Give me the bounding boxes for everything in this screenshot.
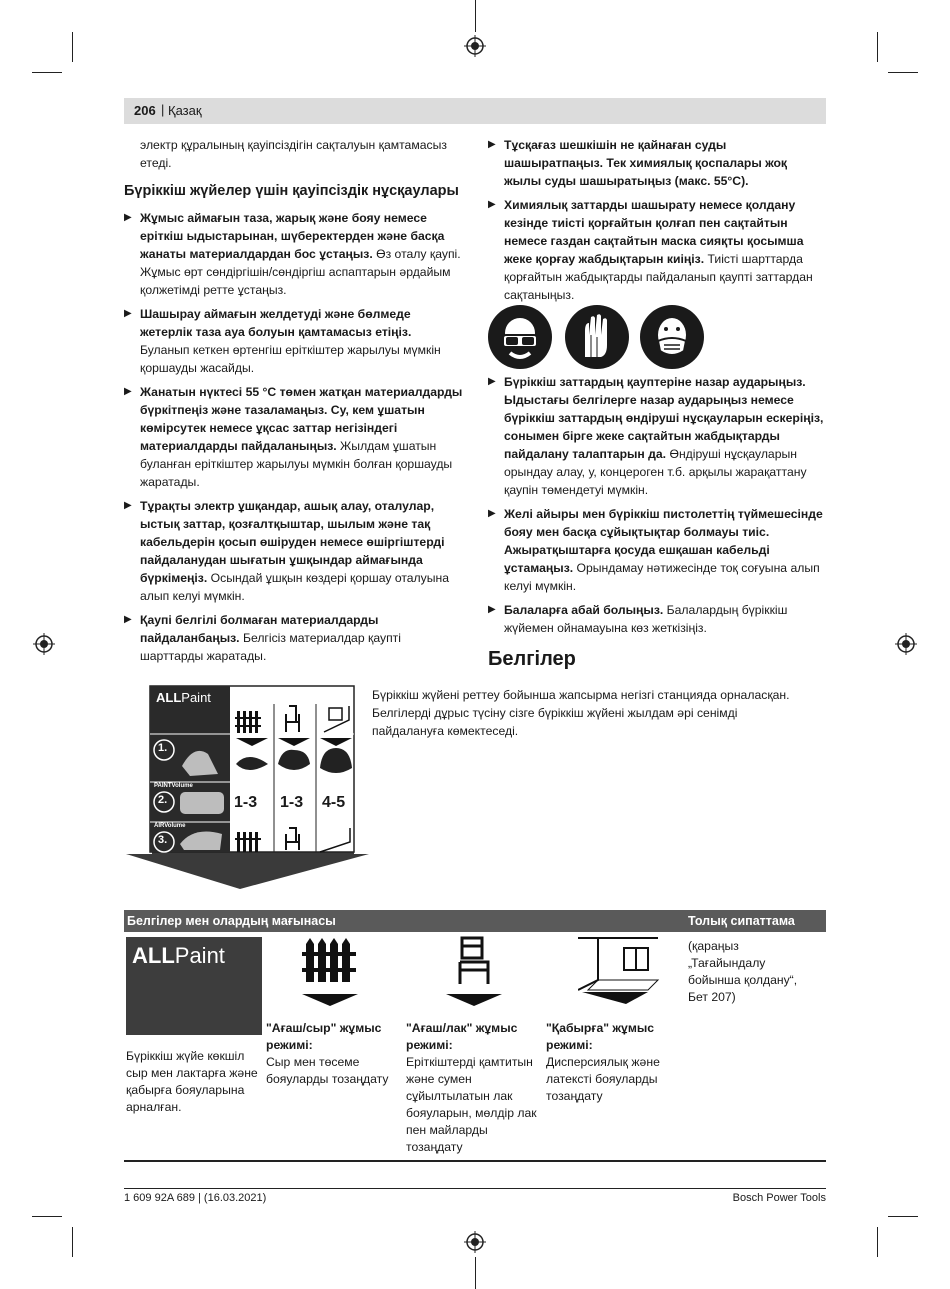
bullet-bold: Шашырау аймағын желдетуді және бөлмеде жетерлік таза ауа болуын қамтамасыз етіңіз. [140, 307, 412, 339]
mode-description: Дисперсиялық және латексті бояуларды тозаңдату [546, 1055, 660, 1103]
bullet-bold: Балаларға абай болыңыз. [504, 603, 664, 617]
bullet-bold: Бүріккіш заттардың қауптеріне назар аударыңыз. Ыдыстағы белгілерге назар аударыңыз немесе бүріккіш заттардың өндіруші нұсқауларын ескеріңіз, сонымен бірге жеке сақтайтын жабдықтарды пайдалану талаптарын да. [504, 375, 824, 461]
registration-mark-icon [464, 35, 486, 57]
list-item: ▶ Бүріккіш заттардың қауптеріне назар аударыңыз. Ыдыстағы белгілерге назар аударыңыз немесе бүріккіш заттардың өндіруші нұсқауларын ескеріңіз, сонымен бірге жеке сақтайтын жабдықтарды пайдалану талаптарын да. Өндіруші нұсқауларын орындау алау, у, концероген т.б. арқылы жарақаттану қаупін төмендетуі мүмкін. [488, 375, 824, 497]
list-item: ▶ Тұсқағаз шешкішін не қайнаған суды шашыратпаңыз. Тек химиялық қоспалары жоқ жылы суды шашыратыңыз (макс. 55°C). [488, 138, 788, 188]
bullet-text: Балалардың бүріккіш жүйемен ойнамауына көз жеткізіңіз. [504, 603, 788, 635]
bullet-bold: Жанатын нүктесі 55 °C төмен жатқан материалдарды бүркітпеңіз және тазаламаңыз. Су, кем ұшатын көмірсутек немесе ұқсас заттар негізіндегі материалдарды пайдаланыңыз. [140, 385, 463, 453]
wall-icon [578, 934, 664, 1010]
fence-icon [300, 934, 362, 1010]
crop-mark [72, 1227, 73, 1257]
label-paint-volume: PAINTVolume [154, 783, 193, 789]
list-item: ▶ Шашырау аймағын желдетуді және бөлмеде жетерлік таза ауа болуын қамтамасыз етіңіз. Буланып кеткен өртенгіш еріткіштер жарылуы мүмкін қоршауды жасайды. [124, 307, 441, 375]
footer-left: 1 609 92A 689 | (16.03.2021) [124, 1192, 267, 1204]
right-column-top [488, 136, 826, 310]
list-item: ▶ Жұмыс аймағын таза, жарық және бояу немесе еріткіш ыдыстарынан, шүберектерден және басқа жанаты материалдардан бос ұстаңыз. Өз оталу қаупі. Жұмыс өрт сөндіргішін/сөндіргіш аспаптарын әрдайым қолжетімді ретте ұстаңыз. [124, 211, 461, 297]
label-value: 1-3 [234, 794, 258, 811]
table-header-left: Белгілер мен олардың мағынасы [127, 914, 336, 928]
bullet-text: Жылдам ұшатын буланған еріткіштер жарылуы мүмкін болған қоршауды жаратады. [140, 439, 453, 489]
registration-mark-icon [895, 633, 917, 655]
mask-icon [640, 305, 704, 369]
bullet-bold: Жұмыс аймағын таза, жарық және бояу немесе еріткіш ыдыстарынан, шүберектерден және басқа жанаты материалдардан бос ұстаңыз. [140, 211, 445, 261]
allpaint-logo-bold: ALL [132, 943, 175, 968]
list-item: ▶ Химиялық заттарды шашырату немесе қолдану кезінде тиісті қорғайтын қолғап пен сақтайтын немесе газдан сақтайтын маска сияқты қосымша жеке қорғау жабдықтарын киіңіз. Тиісті шарттарда қорғайтын жабдықтарды пайдаланып қаупті заттардан сақтаныңыз. [488, 198, 813, 302]
header-separator: | [161, 102, 165, 117]
footer-rule [124, 1188, 826, 1189]
bullet-bold: Химиялық заттарды шашырату немесе қолдану кезінде тиісті қорғайтын қолғап пен сақтайтын немесе газдан сақтайтын маска сияқты қосымша жеке қорғау жабдықтарын киіңіз. [504, 198, 804, 266]
bullet-text: Осындай ұшқын көздері қоршау оталуына алып келуі мүмкін. [140, 571, 450, 603]
bullet-text: Орындамау нәтижесінде тоқ соғуына алып келуі мүмкін. [504, 561, 820, 593]
right-column-bottom [488, 373, 826, 643]
registration-mark-icon [464, 1231, 486, 1253]
allpaint-logo-text [132, 943, 225, 969]
bullet-bold: Желі айыры мен бүріккіш пистолеттің түймешесінде бояу мен басқа сұйықтықтар болмауы тиіс. Ажыратқыштарға қосуда ешқашан кабельді ұстамаңыз. [504, 507, 823, 575]
page-header [124, 98, 826, 124]
bullet-text: Буланып кеткен өртенгіш еріткіштер жарылуы мүмкін қоршауды жасайды. [140, 343, 441, 375]
mode-title: "Қабырға" жұмыс режимі: [546, 1021, 655, 1052]
bullet-text: Өз оталу қаупі. Жұмыс өрт сөндіргішін/сөндіргіш аспаптарын әрдайым қолжетімді ретте ұстаңыз. [140, 247, 461, 297]
label-step-1: 1. [158, 742, 168, 754]
crop-mark [32, 1216, 62, 1217]
intro-text: электр құралының қауіпсіздігін сақталуын қамтамасыз етеді. [140, 138, 447, 170]
crop-mark [888, 1216, 918, 1217]
list-item: ▶ Тұрақты электр ұшқандар, ашық алау, оталулар, ыстық заттар, қозғалтқыштар, шылым және тақ кабельдерін қосып өшіруден немесе өшіргіштерді пайдаланудан шығатын ұшқындар аймағында бүркімеңіз. Осындай ұшқын көздері қоршау оталуына алып келуі мүмкін. [124, 499, 450, 603]
label-brand-light: Paint [181, 690, 211, 705]
header-language: Қазақ [168, 103, 202, 118]
mode-description: Сыр мен төсеме бояуларды тозаңдату [266, 1055, 389, 1086]
label-air-volume: AIRVolume [154, 823, 186, 829]
section-heading: Бүріккіш жүйелер үшін қауіпсіздік нұсқаулары [124, 183, 459, 199]
crop-mark [888, 72, 918, 73]
crop-mark [475, 1257, 476, 1289]
crop-mark [72, 32, 73, 62]
mode-description: Еріткіштерді қамтитын және сумен сұйылтылатын лак бояуларын, мөлдір лак пен майларды тозаңдату [406, 1055, 537, 1154]
list-item: ▶ Қаупі белгілі болмаған материалдарды пайдаланбаңыз. Белгісіз материалдар қаупті шарттарды жаратады. [124, 613, 401, 663]
goggles-icon [488, 305, 552, 369]
table-header-right: Толық сипаттама [688, 914, 795, 928]
label-value: 1-3 [280, 794, 304, 811]
list-item: ▶ Балаларға абай болыңыз. Балалардың бүріккіш жүйемен ойнамауына көз жеткізіңіз. [488, 603, 788, 635]
mode-title: "Ағаш/сыр" жұмыс режимі: [266, 1021, 382, 1052]
table-header [124, 910, 826, 932]
bullet-text: Белгісіз материалдар қаупті шарттарды жаратады. [140, 631, 401, 663]
brand-description: Бүріккіш жүйе көкшіл сыр мен лактарға және қабырға бояуларына арналған. [126, 1049, 258, 1114]
allpaint-logo-light: Paint [174, 943, 225, 968]
label-step-2: 2. [158, 794, 168, 806]
mode-cell [406, 1020, 544, 1156]
label-step-3: 3. [158, 834, 168, 846]
bullet-bold: Тұсқағаз шешкішін не қайнаған суды шашыратпаңыз. Тек химиялық қоспалары жоқ жылы суды шашыратыңыз (макс. 55°C). [504, 138, 788, 188]
crop-mark [877, 1227, 878, 1257]
registration-mark-icon [33, 633, 55, 655]
chair-icon [444, 934, 506, 1010]
gloves-icon [565, 305, 629, 369]
reference-text: (қараңыз „Тағайындалу бойынша қолдану“, Бет 207) [688, 939, 798, 1004]
section-title: Белгілер [488, 648, 576, 670]
footer-right: Bosch Power Tools [732, 1192, 826, 1204]
left-column [124, 136, 464, 671]
mode-title: "Ағаш/лак" жұмыс режимі: [406, 1021, 518, 1052]
bullet-text: Өндіруші нұсқауларын орындау алау, у, концероген т.б. арқылы жарақаттану қаупін төмендетуі мүмкін. [504, 447, 807, 497]
crop-mark [32, 72, 62, 73]
bullet-bold: Қаупі белгілі болмаған материалдарды пайдаланбаңыз. [140, 613, 379, 645]
mode-cell [546, 1020, 682, 1105]
page-number: 206 [134, 103, 156, 118]
label-brand-bold: ALL [156, 690, 182, 705]
bullet-bold: Тұрақты электр ұшқандар, ашық алау, оталулар, ыстық заттар, қозғалтқыштар, шылым және тақ кабельдерін қосып өшіруден немесе өшіргіштерді пайдаланудан шығатын ұшқындар аймағында бүркімеңіз. [140, 499, 445, 585]
list-item: ▶ Желі айыры мен бүріккіш пистолеттің түймешесінде бояу мен басқа сұйықтықтар болмауы тиіс. Ажыратқыштарға қосуда ешқашан кабельді ұстамаңыз. Орындамау нәтижесінде тоқ соғуына алып келуі мүмкін. [488, 507, 823, 593]
mode-cell [266, 1020, 404, 1088]
list-item: ▶ Жанатын нүктесі 55 °C төмен жатқан материалдарды бүркітпеңіз және тазаламаңыз. Су, кем ұшатын көмірсутек немесе ұқсас заттар негізіндегі материалдарды пайдаланыңыз. Жылдам ұшатын буланған еріткіштер жарылуы мүмкін болған қоршауды жаратады. [124, 385, 463, 489]
crop-mark [475, 0, 476, 32]
table-bottom-rule [124, 1160, 826, 1162]
label-graphic [124, 684, 369, 889]
bullet-text: Тиісті шарттарда қорғайтын жабдықтарды пайдаланып қаупті заттардан сақтаныңыз. [504, 252, 813, 302]
label-intro-text: Бүріккіш жүйені реттеу бойынша жапсырма негізгі станцияда орналасқан. Белгілерді дұрыс түсіну сізге бүріккіш жүйені жылдам әрі сенімді пайдалануға көмектеседі. [372, 688, 790, 738]
label-value: 4-5 [322, 794, 346, 811]
crop-mark [877, 32, 878, 62]
allpaint-logo [126, 937, 262, 1035]
label-brand [156, 690, 211, 705]
